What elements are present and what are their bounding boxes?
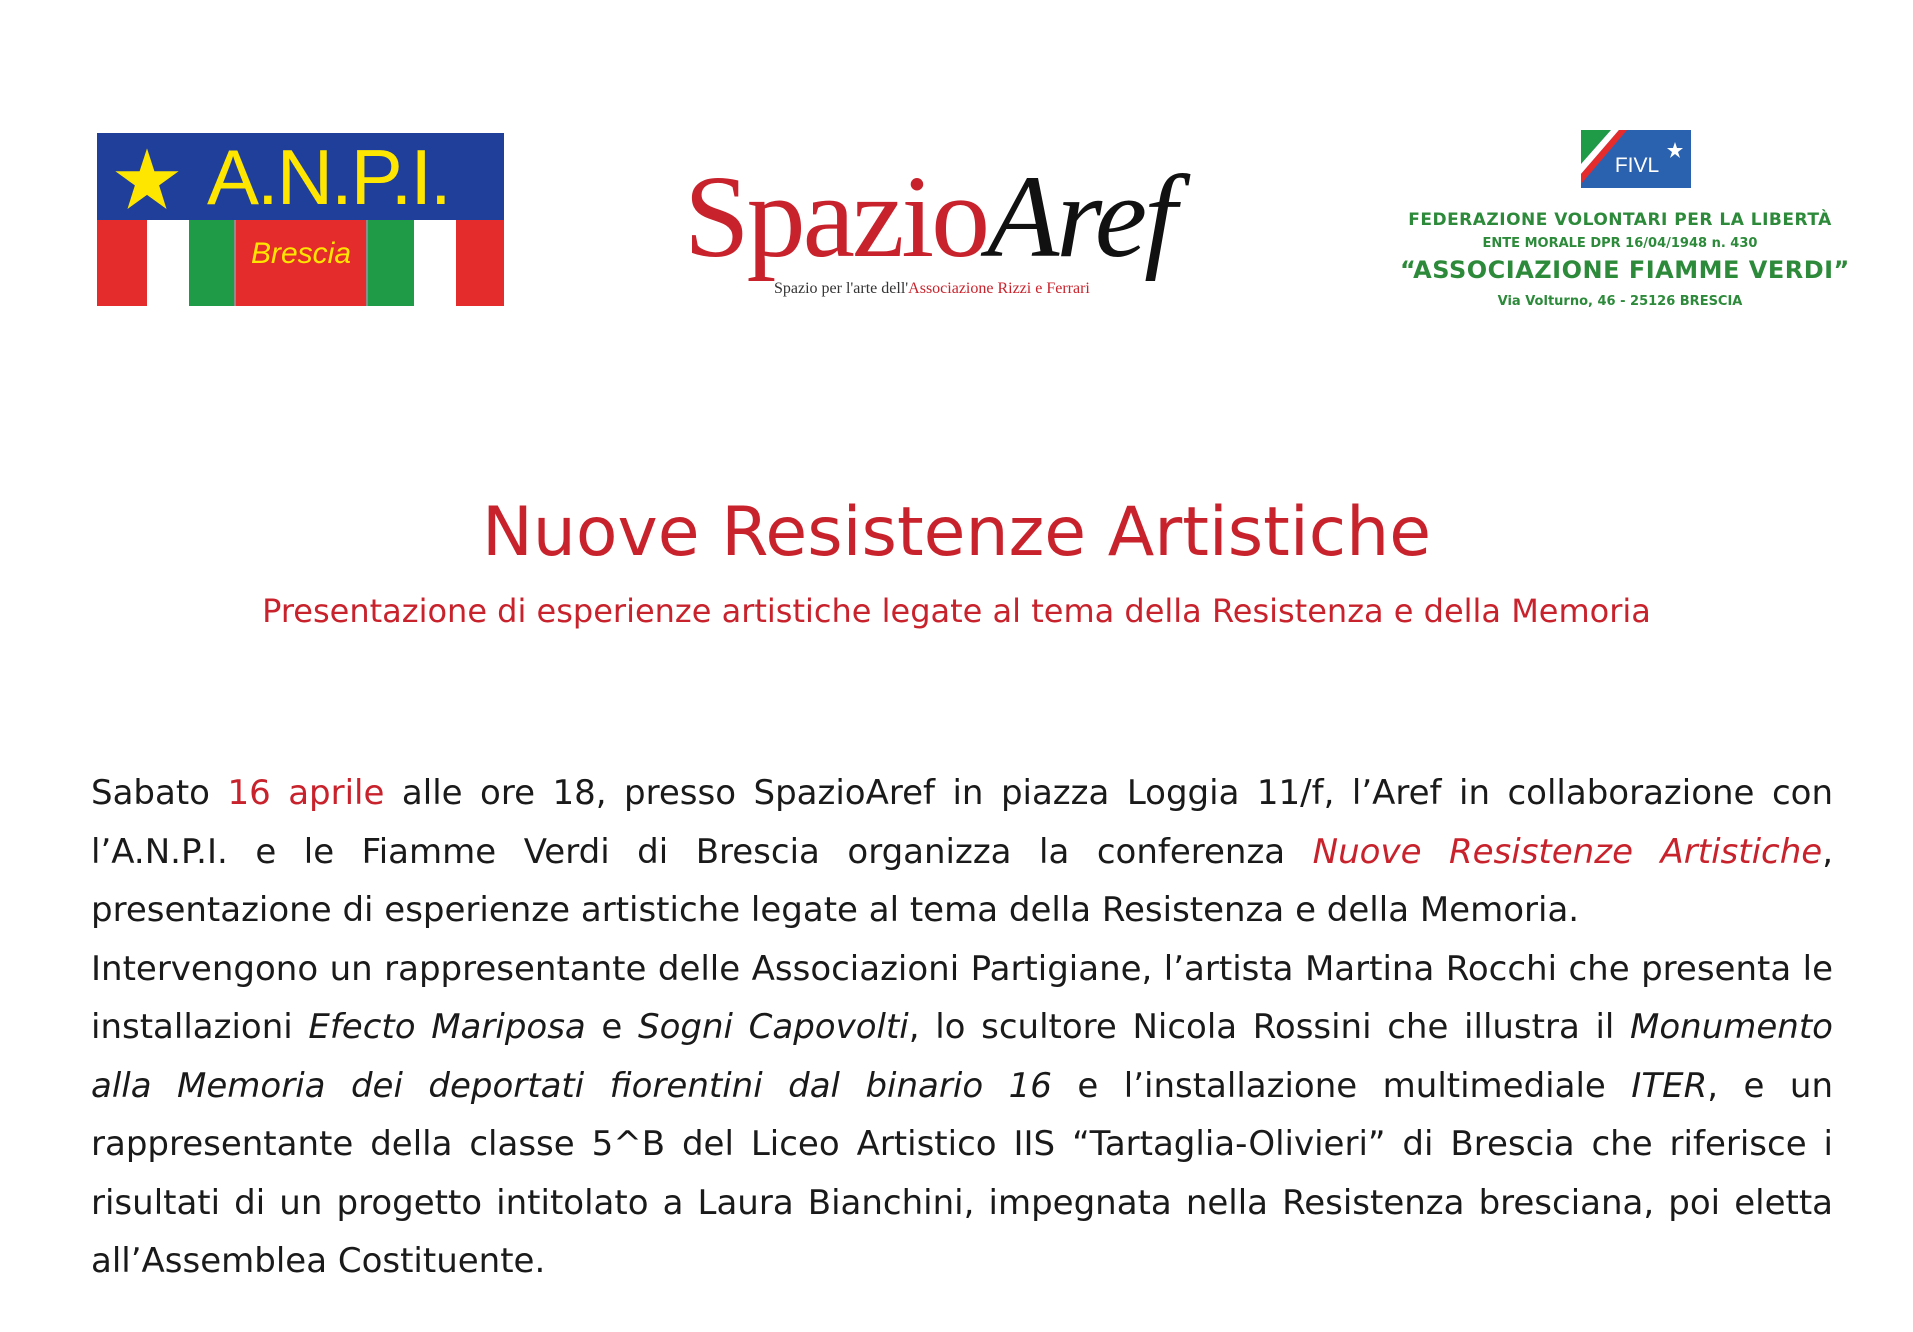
- fivl-badge-icon: [1581, 130, 1691, 188]
- spazioaref-tagline-prefix: Spazio per l'arte dell': [774, 280, 909, 297]
- anpi-city: Brescia: [250, 237, 352, 270]
- text-run: , lo scultore Nicola Rossini che illustra il: [908, 1007, 1631, 1047]
- text-run: e: [585, 1007, 638, 1047]
- fivl-line-address: Via Volturno, 46 - 25126 BRESCIA: [1497, 294, 1743, 309]
- fivl-line-decree: ENTE MORALE DPR 16/04/1948 n. 430: [1482, 236, 1758, 251]
- work-title: ITER: [1631, 1065, 1708, 1106]
- event-date: 16 aprile: [227, 773, 385, 813]
- work-title: Monumento alla Memoria dei deportati fiorentini dal binario 16: [91, 1007, 1833, 1106]
- text-run: Sabato: [91, 773, 228, 813]
- spazioaref-wordmark: [684, 152, 1174, 282]
- fivl-line-association: “ASSOCIAZIONE FIAMME VERDI”: [1400, 256, 1850, 284]
- spazioaref-tagline-association: Associazione Rizzi e Ferrari: [908, 280, 1090, 297]
- anpi-city-box: [234, 220, 368, 306]
- flag-stripe-red: [456, 220, 504, 306]
- fivl-line-federation: FEDERAZIONE VOLONTARI PER LA LIBERTÀ: [1408, 210, 1832, 230]
- anpi-flag-stripes: [97, 220, 504, 306]
- flag-stripe-red: [97, 220, 147, 306]
- flag-stripe-green: [368, 220, 414, 306]
- text-run: , e un rappresentante della classe 5^B del Liceo Artistico IIS “Tartaglia-Olivieri” di Brescia che riferisce i risultati di un progetto intitolato a Laura Bianchini, impegnata nella Resistenza bresciana, poi eletta all’Assemblea Costituente.: [91, 1065, 1833, 1281]
- text-run: , presentazione di esperienze artistiche legate al tema della Resistenza e della Memoria.: [91, 831, 1833, 930]
- paragraph-speakers: [91, 940, 1833, 1291]
- anpi-logo-header: [97, 133, 504, 220]
- text-run: Intervengono un rappresentante delle Associazioni Partigiane, l’artista Martina Rocchi che presenta le installazioni: [91, 948, 1833, 1047]
- announcement-body: [91, 764, 1833, 1291]
- spazioaref-logo: [684, 152, 1244, 312]
- event-name: Nuove Resistenze Artistiche: [1312, 831, 1823, 872]
- work-title: Sogni Capovolti: [638, 1007, 909, 1047]
- work-title: Efecto Mariposa: [308, 1007, 586, 1047]
- spazioaref-wordmark-aref: Aref: [987, 151, 1174, 282]
- paragraph-event: [91, 764, 1833, 940]
- spazioaref-tagline: [774, 280, 1090, 298]
- page-subtitle: Presentazione di esperienze artistiche legate al tema della Resistenza e della Memoria: [262, 592, 1651, 630]
- text-run: e l’installazione multimediale: [1051, 1065, 1632, 1106]
- flag-stripe-green: [189, 220, 234, 306]
- anpi-logo: [97, 133, 504, 306]
- star-icon: [109, 147, 185, 211]
- flag-stripe-white: [147, 220, 189, 306]
- text-run: alle ore 18, presso SpazioAref in piazza Loggia 11/f, l’Aref in collaborazione con l’A.N.P.I. e le Fiamme Verdi di Brescia organizza la conferenza: [91, 773, 1834, 872]
- page-title: Nuove Resistenze Artistiche: [481, 493, 1432, 572]
- fivl-logo: [1400, 130, 1850, 320]
- spazioaref-wordmark-spazio: Spazio: [684, 151, 988, 282]
- fivl-badge-text: FIVL: [1614, 154, 1660, 177]
- anpi-acronym: A.N.P.I.: [207, 133, 450, 220]
- flag-stripe-white: [414, 220, 456, 306]
